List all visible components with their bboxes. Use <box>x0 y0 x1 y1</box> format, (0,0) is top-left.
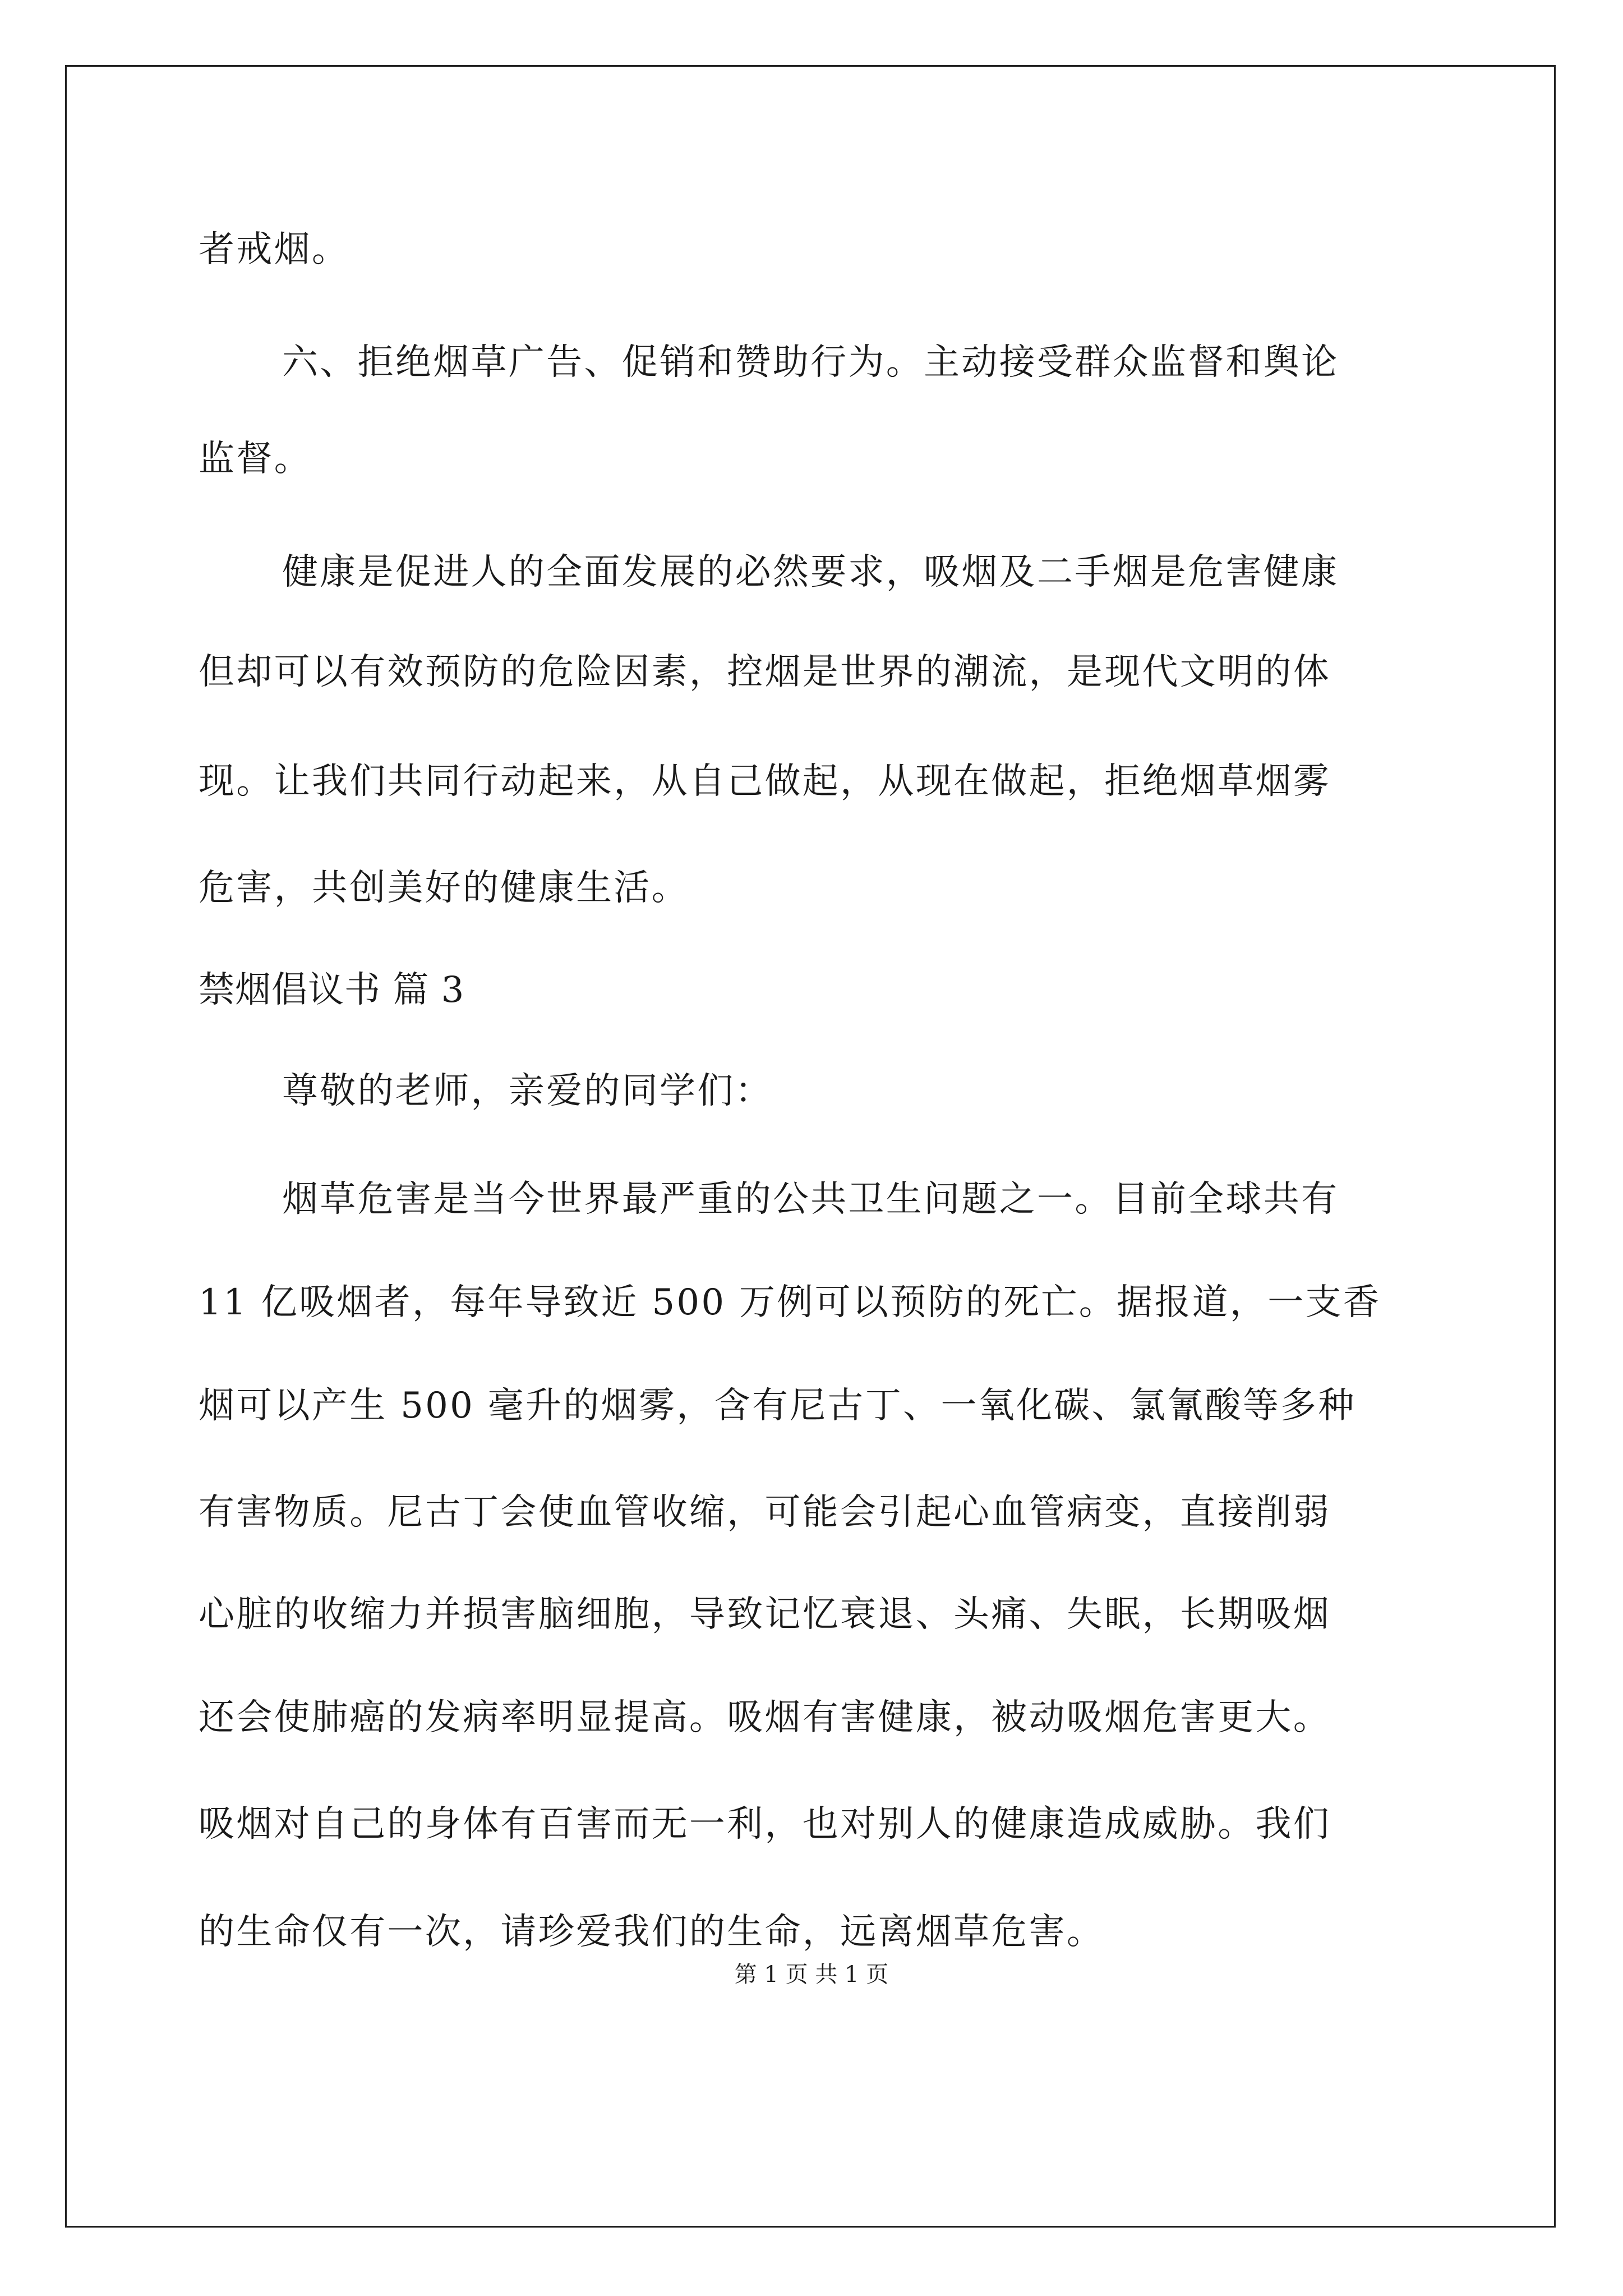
paragraph-line: 者戒烟。 <box>199 229 350 270</box>
paragraph-line: 吸烟对自己的身体有百害而无一利，也对别人的健康造成威胁。我们 <box>199 1803 1331 1845</box>
paragraph-line: 的生命仅有一次，请珍爱我们的生命，远离烟草危害。 <box>199 1911 1105 1953</box>
paragraph-line: 11 亿吸烟者，每年导致近 500 万例可以预防的死亡。据报道，一支香 <box>199 1282 1381 1323</box>
section-heading: 禁烟倡议书 篇 3 <box>199 969 465 1011</box>
page-footer: 第 1 页 共 1 页 <box>734 1962 889 1987</box>
paragraph-line: 监督。 <box>199 438 312 480</box>
paragraph-line: 但却可以有效预防的危险因素，控烟是世界的潮流，是现代文明的体 <box>199 651 1331 693</box>
paragraph-line: 健康是促进人的全面发展的必然要求，吸烟及二手烟是危害健康 <box>282 551 1339 593</box>
paragraph-line: 危害，共创美好的健康生活。 <box>199 867 689 909</box>
paragraph-line: 还会使肺癌的发病率明显提高。吸烟有害健康，被动吸烟危害更大。 <box>199 1697 1331 1738</box>
paragraph-line: 心脏的收缩力并损害脑细胞，导致记忆衰退、头痛、失眠，长期吸烟 <box>199 1594 1331 1635</box>
salutation: 尊敬的老师，亲爱的同学们： <box>282 1070 773 1112</box>
paragraph-line: 六、拒绝烟草广告、促销和赞助行为。主动接受群众监督和舆论 <box>282 342 1339 383</box>
paragraph-line: 现。让我们共同行动起来，从自己做起，从现在做起，拒绝烟草烟雾 <box>199 761 1331 802</box>
page-border <box>65 65 1556 2228</box>
paragraph-line: 烟可以产生 500 毫升的烟雾，含有尼古丁、一氧化碳、氯氰酸等多种 <box>199 1385 1356 1427</box>
paragraph-line: 烟草危害是当今世界最严重的公共卫生问题之一。目前全球共有 <box>282 1179 1339 1220</box>
paragraph-line: 有害物质。尼古丁会使血管收缩，可能会引起心血管病变，直接削弱 <box>199 1492 1331 1533</box>
